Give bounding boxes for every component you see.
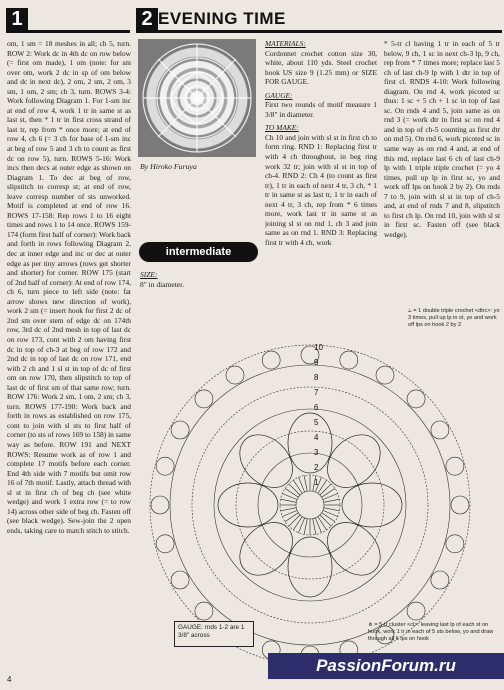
legend-cluster: [368, 622, 502, 642]
diagram-spoke: [293, 480, 302, 493]
diagram-spoke: [318, 480, 327, 493]
diagram-ring: [192, 387, 428, 623]
gauge-text: First two rounds of motif measure 1 3/8" in diameter.: [265, 100, 377, 119]
diagram-petal: [218, 483, 278, 527]
diagram-outer-loop: [340, 351, 358, 369]
diagram-outer-loop: [376, 366, 394, 384]
diagram-round-label: 4: [314, 433, 319, 442]
diagram-round-label: 6: [314, 403, 319, 412]
legend-cluster-text: = 5-tr cluster <cl>: leaving last lp of each st on hook, work 1 tr in each of 5 sts below, yo and draw through all 6 lps on hook: [368, 622, 494, 642]
page-title: EVENING TIME: [158, 9, 286, 28]
diagram-spoke: [323, 494, 338, 500]
diagram-spoke: [289, 484, 300, 495]
diagram-ring: [258, 453, 362, 557]
diagram-ring: [150, 345, 470, 665]
dtrc-symbol-icon: ⟂: [408, 308, 414, 314]
doily-photo: [138, 39, 256, 157]
legend-dtrc-text: = 1 double triple crochet <dtrc>: yo 3 times, pull up lp in st, yo and work off lps on hook 2 by 2: [408, 308, 500, 328]
header-rule-right: [136, 30, 502, 33]
diagram-spoke: [299, 518, 305, 533]
cluster-symbol-icon: ⋔: [368, 622, 375, 628]
diagram-outer-loop: [446, 457, 464, 475]
diagram-ring: [214, 409, 406, 601]
diagram-petal: [288, 537, 332, 597]
diagram-round-label: 3: [314, 448, 319, 457]
diagram-spoke: [281, 499, 297, 502]
watermark-logo: PassionForum.ru: [268, 653, 504, 679]
diagram-petal: [288, 413, 332, 473]
materials-column: [265, 39, 377, 294]
gauge-callout: GAUGE: rnds 1-2 are 1 3/8" across: [174, 621, 254, 647]
diagram-round-label: 5: [314, 418, 319, 427]
diagram-ring: [170, 365, 450, 645]
diagram-round-label: 8: [314, 373, 319, 382]
size-value: 8" in diameter.: [140, 279, 185, 289]
doily-photo-lace: [138, 39, 256, 157]
skill-level-badge: intermediate: [139, 242, 258, 262]
left-text-column: [7, 39, 131, 671]
diagram-outer-loop: [171, 421, 189, 439]
to-make-text: Ch 10 and join with sl st in first ch to form ring. RND 1: Replacing first tr with 4 ch throughout, in beg ring work 32 tr; join with sl st in top of ch-4. RND 2: Ch 4 (to count as first tr), 1 tr in each of next 4 tr, 3 ch, * 1 tr in same st as last tr, 1 tr in each of next 4 tr, 3 ch, rep from * 6 times more, work last tr in same st as joining sl st on rnd 1, ch 3 and join same as on rnd 1. RND 3: Replacing first tr with 4 ch, work: [265, 132, 377, 247]
diagram-outer-loop: [431, 571, 449, 589]
diagram-content: [150, 343, 470, 665]
diagram-spoke: [304, 519, 307, 535]
diagram-outer-loop: [226, 366, 244, 384]
diagram-outer-loop: [171, 571, 189, 589]
diagram-petal: [342, 483, 402, 527]
diagram-outer-loop: [156, 535, 174, 553]
diagram-outer-loop: [262, 351, 280, 369]
diagram-spoke: [323, 510, 338, 516]
diagram-round-label: 2: [314, 463, 319, 472]
rounds-text: * 5-tr cl having 1 tr in each of 5 tr below, 9 ch, 1 sc in next ch-3 lp, 9 ch, rep from * 7 times more; replace last 5 ch of last ch-9 lp with 1 dtr in top of first cl. RNDS 4-10: Work following diagram. On rnd 4, work picoted sc thus: 1 sc + 5 ch + 1 sc in top of last sc. On rnds 4 and 5, join same as on rnd 3 (= work dtr in first sc on rnd 4 and in top of ch-5 counting as first dtr on rnd 5). On rnd 6, work picoted sc in same way as on rnd 4 and, at end of this rnd, replace last 6 ch of last ch-9 lp with 1 triple triple crochet (= yo 4 times, pull up lp in first sc, yo and work off lps on hook 2 by 2). On rnds 7 to 9, join with sl st in top of ch-5 and, at end of rnds 7 and 8, slipstitch to first ch lp. On rnd 10, join with sl st in first sc. Fasten off (see black wedge).: [384, 39, 500, 239]
diagram-outer-loop: [431, 421, 449, 439]
diagram-outer-loop: [451, 496, 469, 514]
diagram-spoke: [324, 508, 340, 511]
diagram-spoke: [320, 515, 331, 526]
diagram-outer-loop: [407, 390, 425, 408]
diagram-spoke: [322, 488, 335, 497]
page-number: 4: [7, 675, 12, 684]
diagram-spoke: [285, 513, 298, 522]
section-number-1: 1: [6, 8, 28, 30]
diagram-spoke: [304, 476, 307, 492]
materials-heading: MATERIALS:: [265, 39, 306, 48]
section-number-2: 2: [136, 8, 158, 30]
diagram-outer-loop: [407, 602, 425, 620]
diagram-spoke: [285, 488, 298, 497]
materials-text: Cordonnet crochet cotton size 30, white, about 110 yds. Steel crochet hook US size 9 (1.25 mm) or SIZE FOR GAUGE.: [265, 48, 377, 87]
left-column-text: om, 1 sm = 18 meshes in all; ch 5, turn. ROW 2: Work dc in 4th dc on row below (= first om made), 1 om (note: for sm over om, work 2 dc in sp of om below and dc in next dc), 2 om, 2 sm, 2 om, 3 sm, 1 om, 2 sm; ch 3, turn. ROWS 3-4: Work following Diagram 1. For 1-sm inc at end of row 4, work 1 tr in same st as last st, then * 1 tr in first cross strand of last tr, rep from * once more; at end of row 4, ch 6 (= 3 ch for base of 1-sm inc at beg of row 5 and 3 ch to count as first dc on row 5), turn. ROWS 5-16: Work incs then decs at outer edge as shown on Diagram 1. To dec at beg of row, slipstitch to corresp st; at end of row, leave corresp number of sts unworked. Motif is completed at end of row 16. ROWS 17-158: Rep rows 1 to 16 eight times and rows 1 to 14 once. ROWS 159-174 (form first half of corner): Work back and forth in rows following Diagram 2, dec at inner edge and inc or dec at outer edge as per tiny arrows (rows get shorter and shorter) for corner. ROW 175 (start of 2nd half of corner): At end of row 174, ch 6, turn piece to left side (note: fat arrow shows new direction of work), work 2 sm (= insert hook for first 2 dc of 2nd sm over stem of edge dc on 174th row, 3rd dc of 2nd mesh in top of last dc on row 173, cont with 2 om having first dc in top of ch-3 at beg of row 172 and 2nd dc in top of last dc on row 171, end with 2 ch and 1 sl st in top of dc of first om on row 170, then slipstitch to top of last dc of first sm of that same row; turn. ROW 176: Work 2 sm, 1 om, 2 sm; ch 3, turn. ROWS 177-190: Work back and forth in rows as established on row 175, cont to join with sl sts to first half of corner (to sts of rows 169 to 158) in same way as before. ROW 191 and NEXT ROWS: Resume work as of row 1 and complete 17 motifs before each corner. End 4th side with 7 motifs but omit row 16 of 7th motif. Lastly, attach thread with sl st in first ch of beg ch (see white wedge) and work 1 extra row (= to row 14) across other side of beg ch. Fasten off (see black wedge). Sew-join the 2 open ends, taking care to match stitch to stitch.: [7, 39, 131, 535]
diagram-spoke: [313, 519, 316, 535]
diagram-ring: [296, 491, 324, 519]
diagram-spoke: [293, 517, 302, 530]
diagram-spoke: [282, 510, 297, 516]
diagram-round-label: 10: [314, 343, 323, 352]
diagram-outer-loop: [195, 390, 213, 408]
diagram-spoke: [318, 517, 327, 530]
designer-byline: By Hiroko Furuya: [140, 162, 197, 171]
diagram-outer-loop: [195, 602, 213, 620]
diagram-outer-loop: [156, 457, 174, 475]
diagram-spoke: [289, 515, 300, 526]
diagram-spoke: [282, 494, 297, 500]
rounds-column: [384, 39, 500, 294]
diagram-spoke: [315, 518, 321, 533]
diagram-spoke: [324, 499, 340, 502]
diagram-round-label: 9: [314, 358, 319, 367]
gauge-heading: GAUGE:: [265, 90, 293, 100]
to-make-heading: TO MAKE:: [265, 123, 299, 133]
diagram-outer-loop: [151, 496, 169, 514]
diagram-round-label: 1: [314, 478, 319, 487]
diagram-spoke: [320, 484, 331, 495]
diagram-spoke: [281, 508, 297, 511]
size-heading: SIZE:: [140, 270, 158, 279]
diagram-outer-loop: [446, 535, 464, 553]
size-block: [140, 270, 184, 289]
diagram-round-label: 7: [314, 388, 319, 397]
header-rule-left: [6, 30, 130, 33]
diagram-spoke: [322, 513, 335, 522]
crochet-diagram: [140, 297, 502, 669]
diagram-spoke: [299, 477, 305, 492]
